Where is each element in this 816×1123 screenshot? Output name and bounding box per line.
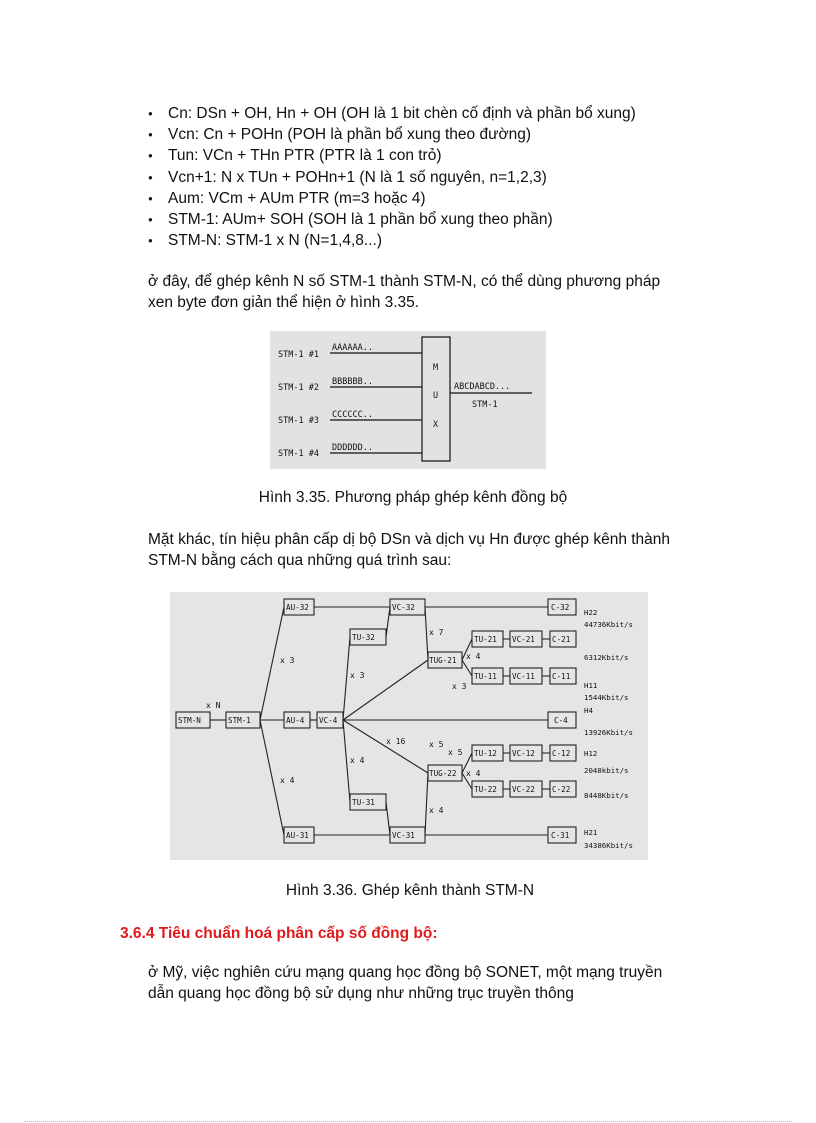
list-item: ● Vcn: Cn + POHn (POH là phần bổ xung theo đường) [148,124,636,145]
multiplexing-structure-diagram [170,592,648,860]
mux-letter: X [433,420,439,430]
box-vc-32: VC-32 [392,603,415,612]
byte-stream: CCCCCC.. [332,410,373,420]
box-vc-31: VC-31 [392,831,415,840]
figure-caption: Hình 3.36. Ghép kênh thành STM-N [285,882,535,899]
box-stm-n: STM-N [178,716,201,725]
paragraph-intro: ở đây, để ghép kênh N số STM-1 thành STM-N, có thể dùng phương pháp xen byte đơn giản thể hiện ở hình 3.35. [148,273,661,311]
rate-label: 2048kbit/s [584,766,629,775]
box-c-31: C-31 [551,831,570,840]
list-item: ● Cn: DSn + OH, Hn + OH (OH là 1 bit chèn cố định và phần bổ xung) [148,103,636,124]
multiplier-label: x N [206,701,221,710]
rate-label: 8448Kbit/s [584,791,629,800]
box-stm-1: STM-1 [228,716,251,725]
box-tu-32: TU-32 [352,633,375,642]
figure-byte-interleave [270,331,546,469]
multiplier-label: x 4 [429,806,444,815]
input-label: STM-1 #4 [278,449,319,459]
multiplier-label: x 4 [466,769,481,778]
paragraph-sonet: ở Mỹ, việc nghiên cứu mạng quang học đồng bộ SONET, một mạng truyền dẫn quang học đồng bộ sử dụng như những trục truyền thông [148,964,663,1002]
box-c-22: C-22 [552,785,571,794]
box-tug-21: TUG-21 [429,656,457,665]
output-stream: ABCDABCD... [454,382,511,392]
mux-diagram [270,331,546,469]
box-au-4: AU-4 [286,716,305,725]
box-tu-21: TU-21 [474,635,497,644]
box-vc-4: VC-4 [319,716,338,725]
section-heading: 3.6.4 Tiêu chuẩn hoá phân cấp số đồng bộ: [120,925,438,942]
box-tu-22: TU-22 [474,785,497,794]
rate-label: 34386Kbit/s [584,841,633,850]
figure-stm-n-multiplexing [170,592,648,860]
box-c-11: C-11 [552,672,571,681]
mux-letter: M [433,363,439,373]
box-c-4: C-4 [554,716,568,725]
paragraph-process: Mặt khác, tín hiệu phân cấp dị bộ DSn và dịch vụ Hn được ghép kênh thành STM-N bằng cách qua những quá trình sau: [148,531,671,569]
definition-list [148,103,636,251]
input-label: STM-1 #1 [278,350,319,360]
input-label: STM-1 #3 [278,416,319,426]
rate-label: H11 [584,681,598,690]
box-tug-22: TUG-22 [429,769,457,778]
output-label: STM-1 [472,400,498,410]
list-item: ● Vcn+1: N x TUn + POHn+1 (N là 1 số nguyên, n=1,2,3) [148,167,636,188]
list-item: ● Aum: VCm + AUm PTR (m=3 hoặc 4) [148,188,636,209]
list-item: ● Tun: VCn + THn PTR (PTR là 1 con trỏ) [148,145,636,166]
rate-label: 44736Kbit/s [584,620,633,629]
multiplier-label: x 7 [429,628,444,637]
multiplier-label: x 3 [280,656,295,665]
page-divider [24,1121,792,1122]
box-vc-11: VC-11 [512,672,535,681]
box-vc-22: VC-22 [512,785,535,794]
box-au-32: AU-32 [286,603,309,612]
rate-label: H21 [584,828,598,837]
byte-stream: DDDDDD.. [332,443,373,453]
multiplier-label: x 4 [350,756,365,765]
rate-label: H12 [584,749,598,758]
multiplier-label: x 16 [386,737,406,746]
figure-caption: Hình 3.35. Phương pháp ghép kênh đồng bộ [258,489,568,506]
multiplier-label: x 3 [452,682,467,691]
list-item: ● STM-N: STM-1 x N (N=1,4,8...) [148,230,636,251]
rate-label: 6312Kbit/s [584,653,629,662]
multiplier-label: x 5 [448,748,463,757]
box-tu-31: TU-31 [352,798,375,807]
rate-label: H4 [584,706,593,715]
box-vc-12: VC-12 [512,749,535,758]
rate-label: 1544Kbit/s [584,693,629,702]
rate-label: H22 [584,608,598,617]
multiplier-label: x 4 [466,652,481,661]
box-c-21: C-21 [552,635,571,644]
multiplier-label: x 4 [280,776,295,785]
multiplier-label: x 3 [350,671,365,680]
byte-stream: BBBBBB.. [332,377,373,387]
mux-letter: U [433,391,439,401]
byte-stream: AAAAAA.. [332,343,373,353]
box-vc-21: VC-21 [512,635,535,644]
list-item: ● STM-1: AUm+ SOH (SOH là 1 phần bổ xung theo phần) [148,209,636,230]
box-au-31: AU-31 [286,831,309,840]
multiplier-label: x 5 [429,740,444,749]
input-label: STM-1 #2 [278,383,319,393]
box-c-12: C-12 [552,749,571,758]
box-c-32: C-32 [551,603,570,612]
box-tu-11: TU-11 [474,672,497,681]
box-tu-12: TU-12 [474,749,497,758]
rate-label: 13926Kbit/s [584,728,633,737]
